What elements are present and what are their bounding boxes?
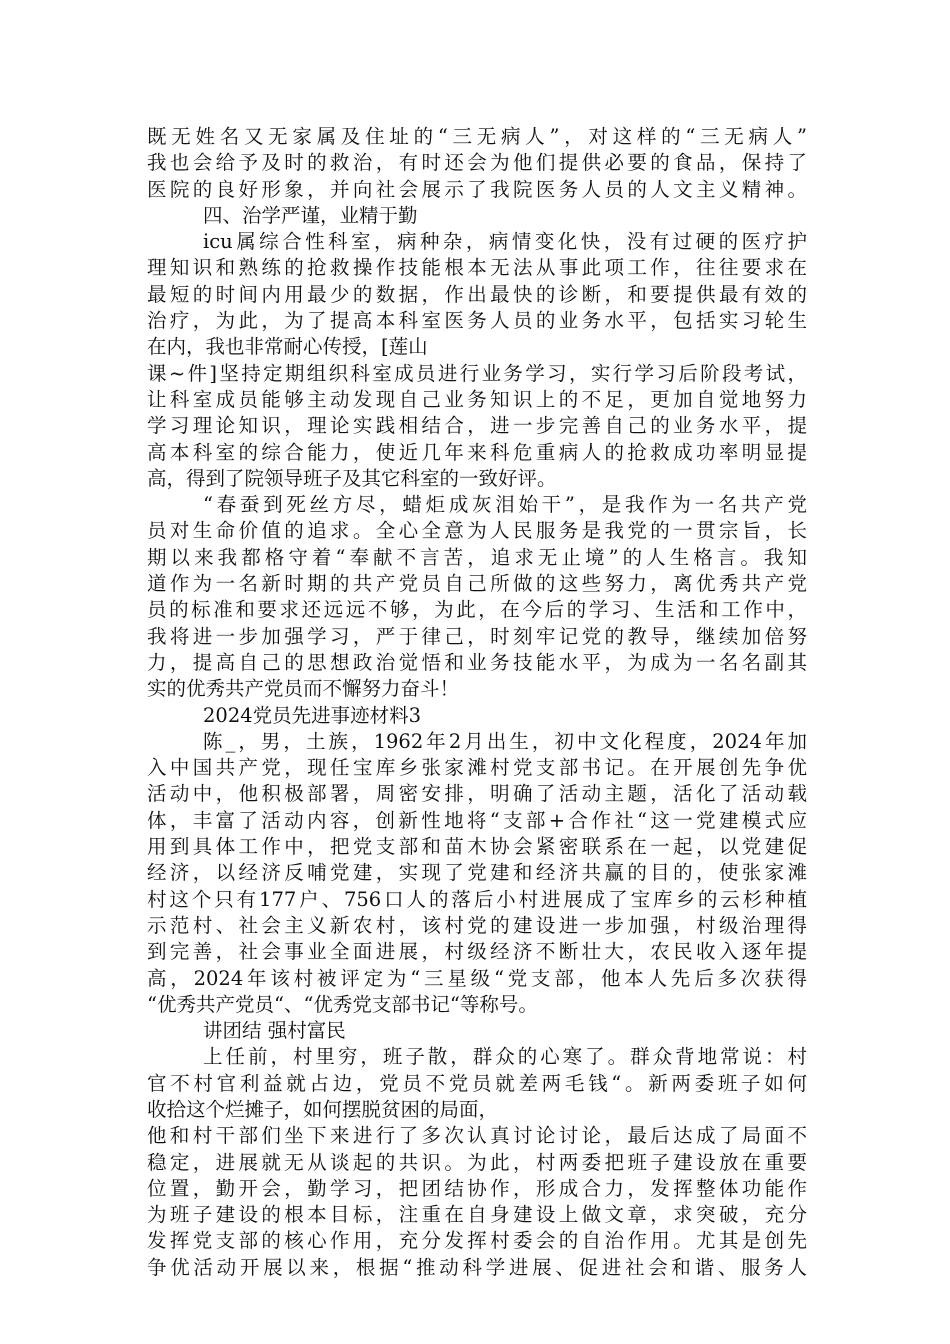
text-line: 争优活动开展以来，根据“推动科学进展、促进社会和谐、服务人 (147, 1255, 807, 1279)
text-line: 活动中，他积极部署，周密安排，明确了活动主题，活化了活动载 (147, 782, 807, 806)
text-line: 用到具体工作中，把党支部和苗木协会紧密联系在一起，以党建促 (147, 835, 807, 859)
paragraph-first-line: “春蚕到死丝方尽，蜡炬成灰泪始干”，是我作为一名共产党 (203, 493, 807, 517)
text-line: 既无姓名又无家属及住址的“三无病人”，对这样的“三无病人” (147, 125, 807, 148)
text-line: 高本科室的综合能力，使近几年来科危重病人的抢救成功率明显提 (147, 440, 807, 464)
text-line: 为班子建设的根本目标，注重在自身建设上做文章，求突破，充分 (147, 1203, 807, 1227)
text-line: 实的优秀共产党员而不懈努力奋斗！ (147, 677, 460, 701)
text-line: 经济，以经济反哺党建，实现了党建和经济共赢的目的，使张家滩 (147, 861, 807, 885)
document-body (147, 124, 807, 1281)
text-line: 入中国共产党，现任宝库乡张家滩村党支部书记。在开展创先争优 (147, 756, 807, 780)
text-line: 道作为一名新时期的共产党员自己所做的这些努力，离优秀共产党 (147, 572, 807, 596)
text-line: 位置，勤开会，勤学习，把团结协作，形成合力，发挥整体功能作 (147, 1176, 807, 1200)
text-line: 最短的时间内用最少的数据，作出最快的诊断，和要提供最有效的 (147, 282, 807, 306)
paragraph-first-line: icu属综合性科室，病种杂，病情变化快，没有过硬的医疗护 (203, 230, 807, 254)
text-line: 期以来我都格守着“奉献不言苦，追求无止境”的人生格言。我知 (147, 545, 807, 569)
text-line: 治疗，为此，为了提高本科室医务人员的业务水平，包括实习轮生 (147, 309, 807, 333)
text-line: 高，2024年该村被评定为“三星级“党支部，他本人先后多次获得 (147, 966, 807, 990)
paragraph-first-line: 上任前，村里穷，班子散，群众的心寒了。群众背地常说：村 (203, 1045, 807, 1069)
text-line: 学习理论知识，理论实践相结合，进一步完善自己的业务水平，提 (147, 414, 807, 438)
text-line: 员的标准和要求还远远不够，为此，在今后的学习、生活和工作中， (147, 598, 807, 622)
text-line: 稳定，进展就无从谈起的共识。为此，村两委把班子建设放在重要 (147, 1150, 807, 1174)
text-line: “优秀共产党员“、“优秀党支部书记“等称号。 (147, 992, 538, 1016)
text-line: 课~件]坚持定期组织科室成员进行业务学习，实行学习后阶段考试， (147, 361, 807, 385)
text-line: 官不村官利益就占边，党员不党员就差两毛钱“。新两委班子如何 (147, 1071, 807, 1095)
text-line: 发挥党支部的核心作用，充分发挥村委会的自治作用。尤其是创先 (147, 1229, 807, 1253)
paragraph-first-line: 陈_，男，土族，1962年2月出生，初中文化程度，2024年加 (203, 729, 807, 753)
section-heading: 讲团结 强村富民 (203, 1019, 346, 1043)
text-line: 我将进一步加强学习，严于律己，时刻牢记党的教导，继续加倍努 (147, 624, 807, 648)
text-line: 高，得到了院领导班子及其它科室的一致好评。 (147, 466, 557, 490)
text-line: 体，丰富了活动内容，创新性地将“支部+合作社“这一党建模式应 (147, 808, 807, 832)
text-line: 员对生命价值的追求。全心全意为人民服务是我党的一贯宗旨，长 (147, 519, 807, 543)
text-line: 他和村干部们坐下来进行了多次认真讨论讨论，最后达成了局面不 (147, 1124, 807, 1148)
text-line: 收拾这个烂摊子，如何摆脱贫困的局面， (147, 1097, 499, 1121)
section-heading: 四、治学严谨，业精于勤 (203, 203, 418, 227)
section-heading: 2024党员先进事迹材料3 (203, 703, 422, 727)
text-line: 到完善，社会事业全面进展，村级经济不断壮大，农民收入逐年提 (147, 940, 807, 964)
text-line: 让科室成员能够主动发现自己业务知识上的不足，更加自觉地努力 (147, 387, 807, 411)
text-line: 示范村、社会主义新农村，该村党的建设进一步加强，村级治理得 (147, 913, 807, 937)
text-line: 医院的良好形象，并向社会展示了我院医务人员的人文主义精神。 (147, 177, 807, 201)
text-line: 理知识和熟练的抢救操作技能根本无法从事此项工作，往往要求在 (147, 256, 807, 280)
text-line: 在内，我也非常耐心传授，[莲山 (147, 335, 428, 359)
text-line: 我也会给予及时的救治，有时还会为他们提供必要的食品，保持了 (147, 151, 807, 175)
text-line: 村这个只有177户、756口人的落后小村进展成了宝库乡的云杉种植 (147, 887, 807, 911)
text-line: 力，提高自己的思想政治觉悟和业务技能水平，为成为一名名副其 (147, 650, 807, 674)
